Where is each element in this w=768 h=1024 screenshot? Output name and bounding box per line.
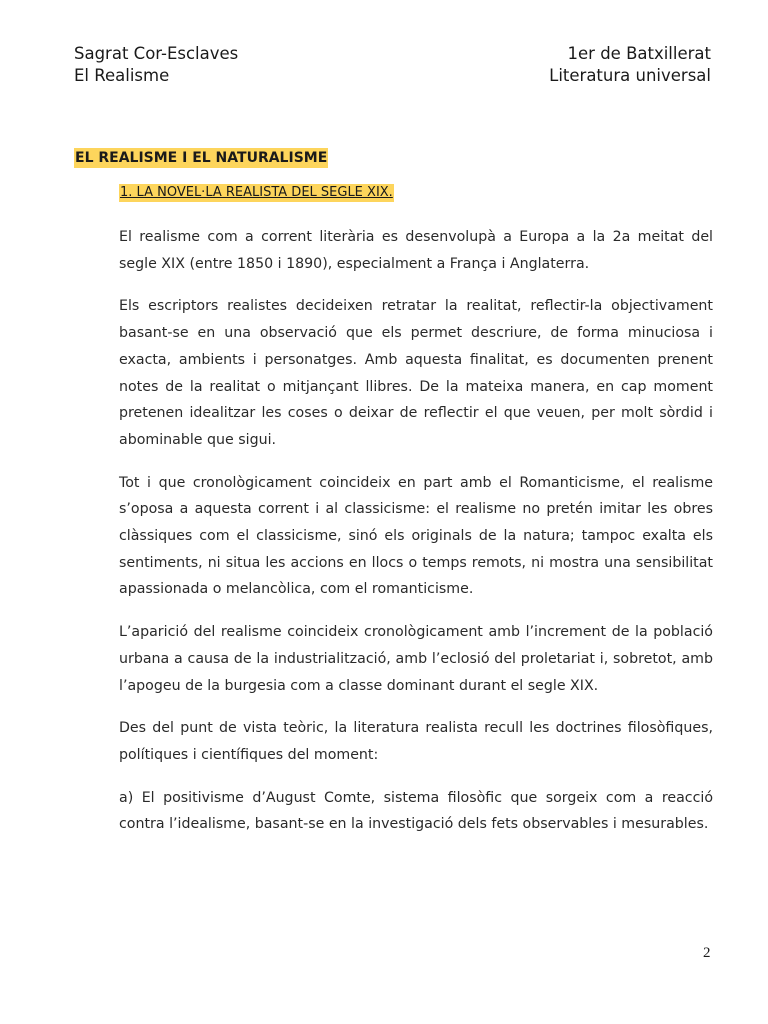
paragraph: Els escriptors realistes decideixen retratar la realitat, reflectir-la objectivament basant-se en una observació que els permet descriure, de forma minuciosa i exacta, ambients i personatges. Amb aquesta finalitat, es documenten prenent notes de la realitat o mitjançant llibres. De la mateixa manera, en cap moment pretenen idealitzar les coses o deixar de reflectir el que veuen, per molt sòrdid i abominable que sigui. [119,298,713,448]
header-row-2 [74,65,711,87]
header-course: 1er de Batxillerat [567,44,711,63]
page-number: 2 [703,945,711,961]
document-title: EL REALISME I EL NATURALISME [75,150,328,166]
body-text [119,224,713,854]
paragraph: Tot i que cronològicament coincideix en part amb el Romanticisme, el realisme s’oposa a aquesta corrent i al classicisme: el realisme no pretén imitar les obres clàssiques com el classicisme, sinó els originals de la natura; tampoc exalta els sentiments, ni situa les accions en llocs o temps remots, ni mostra una sensibilitat apassionada o melancòlica, com el romanticisme. [119,474,713,598]
paragraph: Des del punt de vista teòric, la literatura realista recull les doctrines filosòfiques, polítiques i científiques del moment: [119,720,713,763]
header-row-1 [74,43,711,65]
section-heading: 1. LA NOVEL·LA REALISTA DEL SEGLE XIX. [120,185,393,200]
header-topic: El Realisme [74,66,170,85]
header-subject: Literatura universal [549,66,711,85]
page-header [74,43,711,87]
paragraph: a) El positivisme d’August Comte, sistema filosòfic que sorgeix com a reacció contra l’idealisme, basant-se en la investigació dels fets observables i mesurables. [119,789,713,833]
header-school-name: Sagrat Cor-Esclaves [74,44,239,63]
paragraph: El realisme com a corrent literària es desenvolupà a Europa a la 2a meitat del segle XIX (entre 1850 i 1890), especialment a França i Anglaterra. [119,229,713,272]
paragraph: L’aparició del realisme coincideix cronològicament amb l’increment de la població urbana a causa de la industrialització, amb l’eclosió del proletariat i, sobretot, amb l’apogeu de la burgesia com a classe dominant durant el segle XIX. [119,624,713,694]
